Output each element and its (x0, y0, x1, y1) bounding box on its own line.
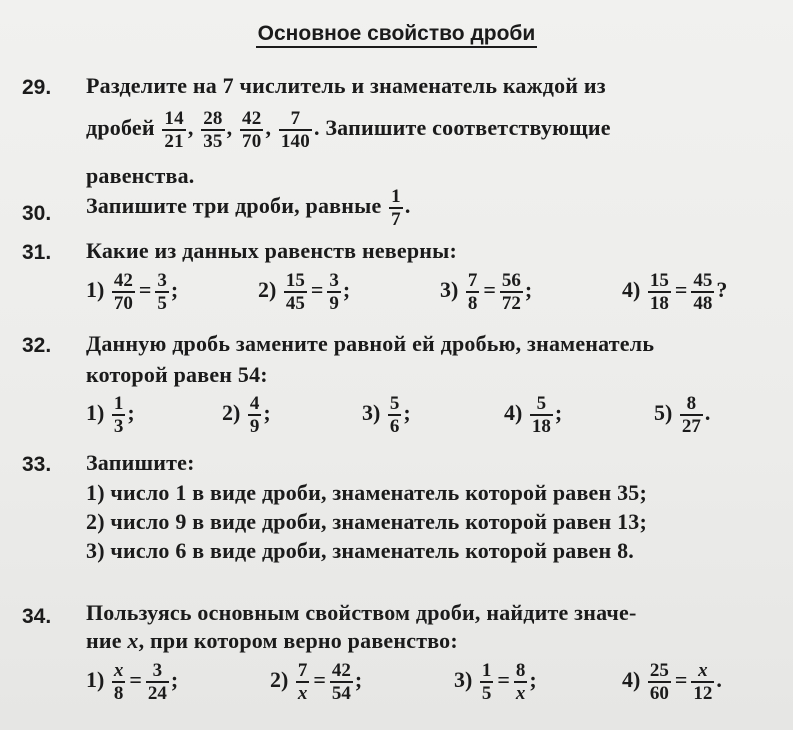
problem-31-number: 31. (22, 241, 52, 264)
page-title: Основное свойство дроби (0, 22, 793, 46)
problem-33-number: 33. (22, 453, 52, 476)
problem-32-item-5: 5) $\frac{8}{27}$ . (654, 393, 711, 437)
problem-29-line-2: дробей $\frac{14}{21}$ , $\frac{28}{35}$ , $\frac{42}{70}$ , $\frac{7}{140}$ . Запишите соответствующие (86, 108, 611, 152)
problem-29-line-3: равенства. (86, 163, 195, 188)
problem-32-number: 32. (22, 334, 52, 357)
problem-29-number: 29. (22, 76, 52, 99)
problem-33-subitem-1: 1) число 1 в виде дроби, знаменатель которой равен 35; (86, 480, 648, 505)
problem-34-line-1: Пользуясь основным свойством дроби, найдите значе- (86, 600, 637, 625)
problem-34-item-2: 2) $\frac{7}{x}$ = $\frac{42}{54}$ ; (270, 660, 363, 704)
problem-31-item-1: 1) $\frac{42}{70}$ = $\frac{3}{5}$ ; (86, 270, 179, 314)
problem-32-item-4: 4) $\frac{5}{18}$ ; (504, 393, 563, 437)
problem-34-item-3: 3) $\frac{1}{5}$ = $\frac{8}{x}$ ; (454, 660, 537, 704)
problem-30-line: Запишите три дроби, равные $\frac{1}{7}$ . (86, 186, 411, 230)
problem-31-item-2: 2) $\frac{15}{45}$ = $\frac{3}{9}$ ; (258, 270, 351, 314)
problem-30-number: 30. (22, 202, 52, 225)
problem-32-item-1: 1) $\frac{1}{3}$ ; (86, 393, 135, 437)
fraction: $\frac{14}{21}$ (164, 108, 184, 152)
problem-32-line-1: Данную дробь замените равной ей дробью, знаменатель (86, 331, 655, 356)
problem-34-item-4: 4) $\frac{25}{60}$ = $\frac{x}{12}$ . (622, 660, 722, 704)
problem-33-subitem-2: 2) число 9 в виде дроби, знаменатель которой равен 13; (86, 509, 648, 534)
fraction: $\frac{1}{7}$ (391, 186, 401, 230)
problem-29-line-1: Разделите на 7 числитель и знаменатель каждой из (86, 73, 606, 98)
problem-34-number: 34. (22, 605, 52, 628)
problem-31-item-4: 4) $\frac{15}{18}$ = $\frac{45}{48}$ ? (622, 270, 728, 314)
problem-31-line: Какие из данных равенств неверны: (86, 238, 458, 263)
problem-33-line: Запишите: (86, 450, 195, 475)
fraction: $\frac{28}{35}$ (203, 108, 223, 152)
problem-31-item-3: 3) $\frac{7}{8}$ = $\frac{56}{72}$ ; (440, 270, 533, 314)
problem-32-line-2: которой равен 54: (86, 362, 268, 387)
problem-34-line-2: ние x, при котором верно равенство: (86, 628, 458, 653)
fraction: $\frac{7}{140}$ (280, 108, 310, 152)
fraction: $\frac{42}{70}$ (242, 108, 262, 152)
problem-32-item-2: 2) $\frac{4}{9}$ ; (222, 393, 271, 437)
problem-34-item-1: 1) $\frac{x}{8}$ = $\frac{3}{24}$ ; (86, 660, 179, 704)
problem-32-item-3: 3) $\frac{5}{6}$ ; (362, 393, 411, 437)
problem-33-subitem-3: 3) число 6 в виде дроби, знаменатель которой равен 8. (86, 538, 634, 563)
